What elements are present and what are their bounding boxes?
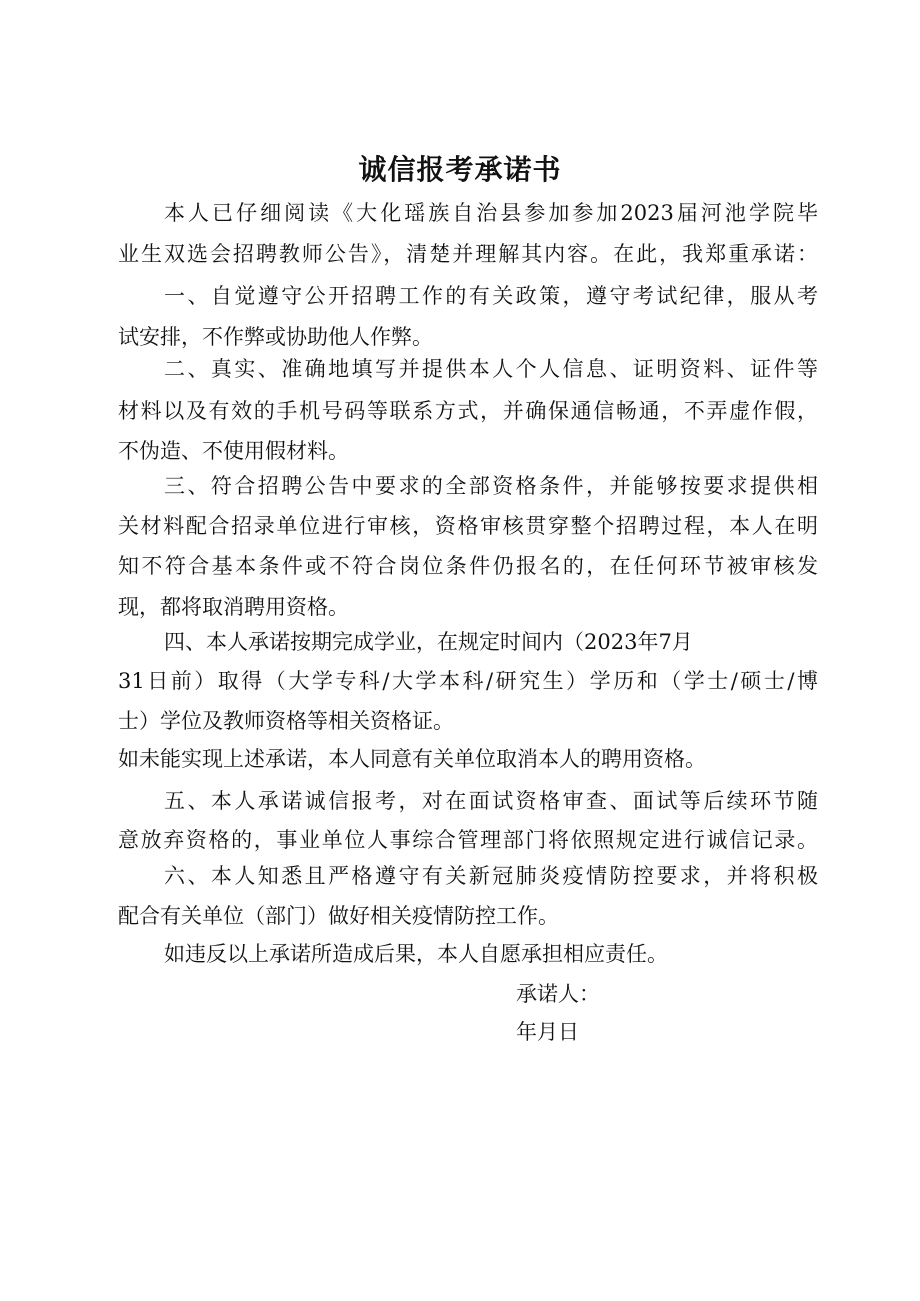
- signer-label: 承诺人：: [516, 982, 600, 1006]
- paragraph-line: 现，都将取消聘用资格。: [118, 595, 349, 619]
- paragraph-line: 三、符合招聘公告中要求的全部资格条件，并能够按要求提供相: [164, 474, 818, 498]
- paragraph-line: 士）学位及教师资格等相关资格证。: [118, 709, 454, 733]
- paragraph-line: 本人已仔细阅读《大化瑶族自治县参加参加2023届河池学院毕: [164, 201, 818, 225]
- paragraph-line: 六、本人知悉且严格遵守有关新冠肺炎疫情防控要求，并将积极: [164, 864, 818, 888]
- paragraph-line: 31日前）取得（大学专科/大学本科/研究生）学历和（学士/硕士/博: [118, 669, 818, 693]
- paragraph-line: 配合有关单位（部门）做好相关疫情防控工作。: [118, 904, 559, 928]
- paragraph-line: 一、自觉遵守公开招聘工作的有关政策，遵守考试纪律，服从考: [164, 284, 818, 308]
- paragraph-line: 四、本人承诺按期完成学业，在规定时间内（2023年7月: [164, 630, 693, 654]
- date-label: 年月日: [516, 1020, 579, 1044]
- paragraph-line: 不伪造、不使用假材料。: [118, 439, 349, 463]
- paragraph-line: 意放弃资格的，事业单位人事综合管理部门将依照规定进行诚信记录。: [118, 828, 818, 852]
- paragraph-line: 材料以及有效的手机号码等联系方式，并确保通信畅通，不弄虚作假，: [118, 399, 818, 423]
- paragraph-line: 如未能实现上述承诺，本人同意有关单位取消本人的聘用资格。: [118, 747, 706, 771]
- paragraph-line: 关材料配合招录单位进行审核，资格审核贯穿整个招聘过程，本人在明: [118, 514, 818, 538]
- paragraph-line: 业生双选会招聘教师公告》，清楚并理解其内容。在此，我郑重承诺：: [118, 242, 818, 266]
- paragraph-line: 如违反以上承诺所造成后果，本人自愿承担相应责任。: [164, 942, 668, 966]
- paragraph-line: 五、本人承诺诚信报考，对在面试资格审查、面试等后续环节随: [164, 789, 818, 813]
- paragraph-line: 试安排，不作弊或协助他人作弊。: [118, 325, 433, 349]
- paragraph-line: 二、真实、准确地填写并提供本人个人信息、证明资料、证件等: [164, 357, 818, 381]
- document-title: 诚信报考承诺书: [358, 153, 562, 186]
- paragraph-line: 知不符合基本条件或不符合岗位条件仍报名的，在任何环节被审核发: [118, 554, 818, 578]
